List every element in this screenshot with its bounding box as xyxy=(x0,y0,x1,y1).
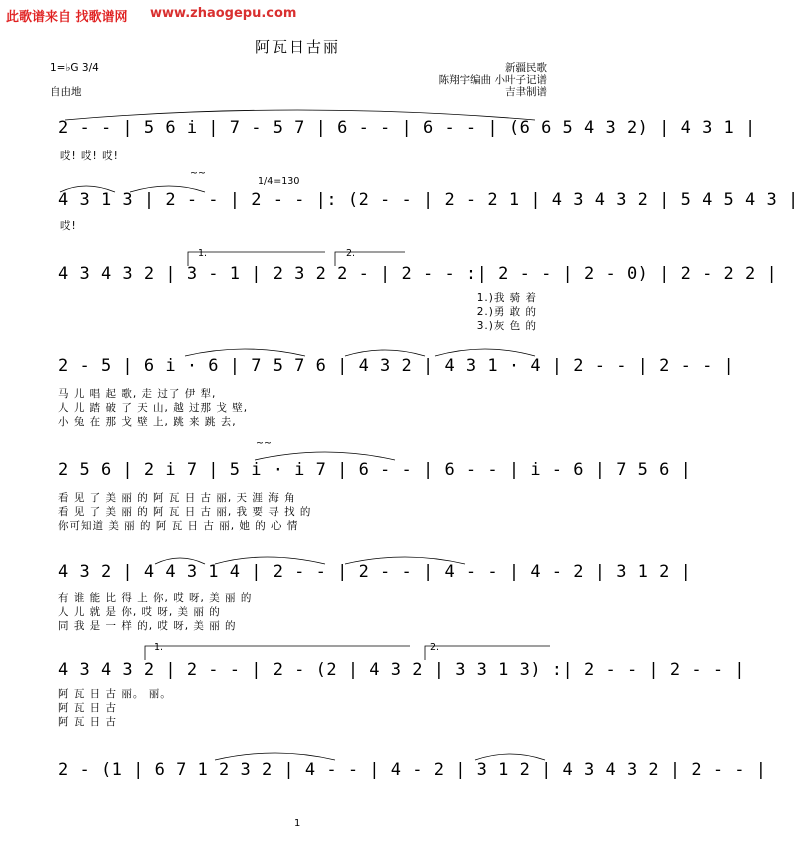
lyric-line-6-2: 人 儿 就 是 你, 哎 呀, 美 丽 的 xyxy=(58,606,221,618)
volta-second-label: 2. xyxy=(346,248,356,259)
lyric-line-5-1: 看 见 了 美 丽 的 阿 瓦 日 古 丽, 天 涯 海 角 xyxy=(58,492,296,504)
lyric-line-4-1: 马 儿 唱 起 歌, 走 过了 伊 犁, xyxy=(58,388,217,400)
notation-line-1: 2 - - | 5 6 i | 7 - 5 7 | 6 - - | 6 - - | (6 6 5 4 3 2) | 4 3 1 | xyxy=(58,118,756,138)
volta-brackets xyxy=(140,640,555,660)
page-title: 阿瓦日古丽 xyxy=(254,38,340,56)
lyric-line-7-2: 阿 瓦 日 古 xyxy=(58,702,118,714)
trill-mark: ~~ xyxy=(256,438,272,449)
volta-brackets xyxy=(180,246,410,266)
page-number: 1 xyxy=(294,818,301,829)
notation-line-4: 2 - 5 | 6 i · 6 | 7 5 7 6 | 4 3 2 | 4 3 1 · 4 | 2 - - | 2 - - | xyxy=(58,356,735,376)
volta-second-label: 2. xyxy=(430,642,440,653)
lyric-line-1-1: 哎! 哎! 哎! xyxy=(60,150,119,162)
lyric-line-7-1: 阿 瓦 日 古 丽。 丽。 xyxy=(58,688,172,700)
trill-mark: ~~ xyxy=(190,168,206,179)
lyric-line-7-3: 阿 瓦 日 古 xyxy=(58,716,118,728)
lyric-line-2-1: 哎! xyxy=(60,220,77,232)
notation-line-8: 2 - (1 | 6 7 1 2 3 2 | 4 - - | 4 - 2 | 3 1 2 | 4 3 4 3 2 | 2 - - | xyxy=(58,760,767,780)
notation-line-3: 4 3 4 3 2 | 3 - 1 | 2 3 2 2 - | 2 - - :| 2 - - | 2 - 0) | 2 - 2 2 | xyxy=(58,264,778,284)
lyric-line-5-2: 看 见 了 美 丽 的 阿 瓦 日 古 丽, 我 要 寻 找 的 xyxy=(58,506,312,518)
lyric-line-4-2: 人 儿 踏 破 了 天 山, 越 过那 戈 壁, xyxy=(58,402,249,414)
lyric-line-3-1: 1.)我 骑 着 xyxy=(476,292,537,304)
notation-line-5: 2 5 6 | 2 i 7 | 5 i · i 7 | 6 - - | 6 - - | i - 6 | 7 5 6 | xyxy=(58,460,692,480)
watermark-url: www.zhaogepu.com xyxy=(150,6,297,21)
credit-arranger: 陈翔宇编曲 小叶子记谱 xyxy=(438,74,547,86)
notation-line-2: 4 3 1 3 | 2 - - | 2 - - |: (2 - - | 2 - 2 1 | 4 3 4 3 2 | 5 4 5 4 3 | xyxy=(58,190,799,210)
credit-maker: 吉聿制谱 xyxy=(505,86,547,98)
tempo-mark: 1/4=130 xyxy=(258,176,300,187)
lyric-line-3-2: 2.)勇 敢 的 xyxy=(476,306,537,318)
notation-line-7: 4 3 4 3 2 | 2 - - | 2 - (2 | 4 3 2 | 3 3 1 3) :| 2 - - | 2 - - | xyxy=(58,660,746,680)
tempo-text: 自由地 xyxy=(50,86,82,98)
lyric-line-3-3: 3.)灰 色 的 xyxy=(476,320,537,332)
key-signature: 1=♭G 3/4 xyxy=(50,62,99,74)
volta-first-label: 1. xyxy=(198,248,208,259)
lyric-line-6-3: 同 我 是 一 样 的, 哎 呀, 美 丽 的 xyxy=(58,620,237,632)
lyric-line-5-3: 你可知道 美 丽 的 阿 瓦 日 古 丽, 她 的 心 情 xyxy=(58,520,299,532)
lyric-line-6-1: 有 谁 能 比 得 上 你, 哎 呀, 美 丽 的 xyxy=(58,592,253,604)
notation-line-6: 4 3 2 | 4 4 3 1 4 | 2 - - | 2 - - | 4 - - | 4 - 2 | 3 1 2 | xyxy=(58,562,692,582)
watermark-site-name: 此歌谱来自 找歌谱网 xyxy=(6,10,128,25)
volta-first-label: 1. xyxy=(154,642,164,653)
credit-origin: 新疆民歌 xyxy=(505,62,547,74)
lyric-line-4-3: 小 兔 在 那 戈 壁 上, 跳 来 跳 去, xyxy=(58,416,237,428)
